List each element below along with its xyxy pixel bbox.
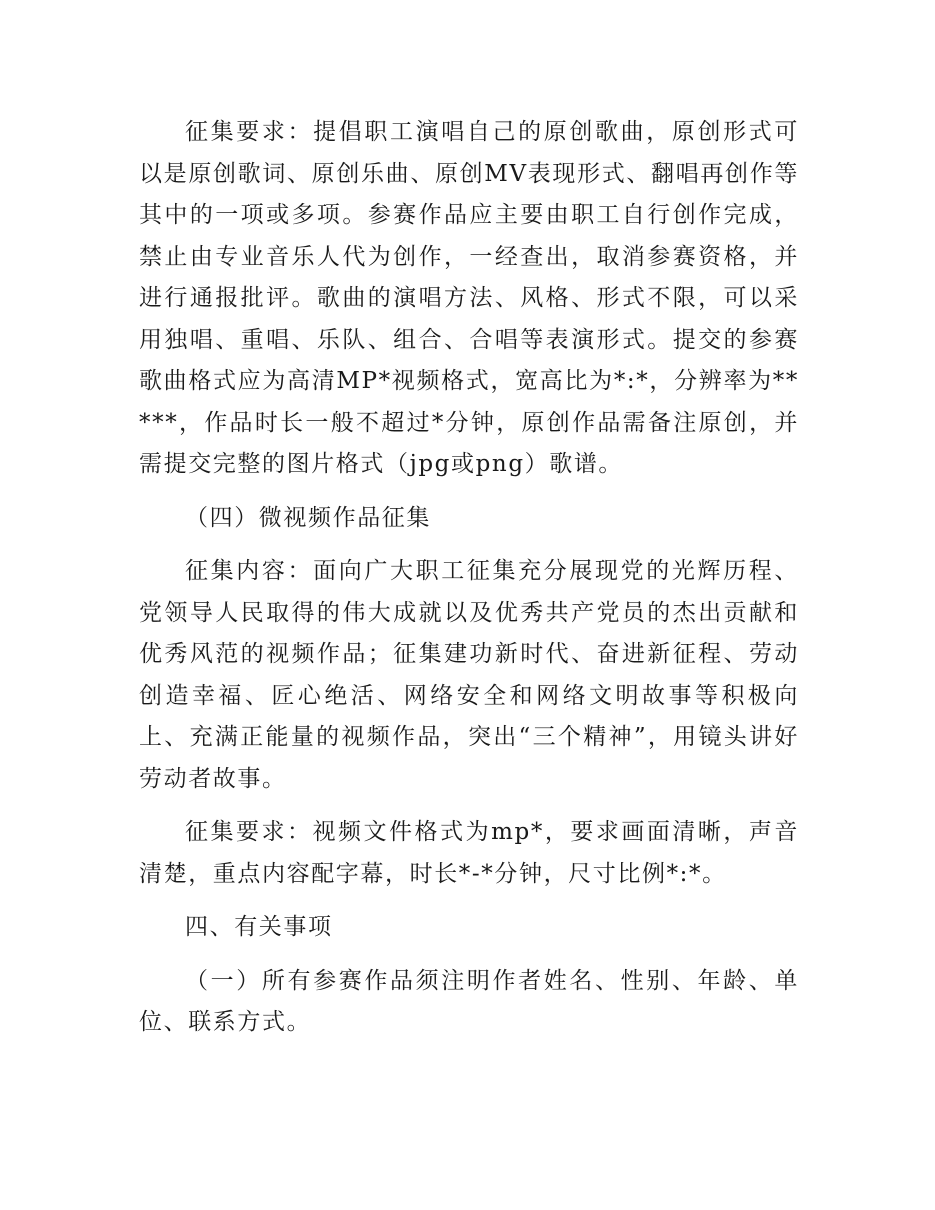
paragraph-entry-info: （一）所有参赛作品须注明作者姓名、性别、年龄、单位、联系方式。 — [139, 967, 799, 1035]
paragraph-video-requirements: 征集要求：视频文件格式为mp*，要求画面清晰，声音清楚，重点内容配字幕，时长*-*分钟，尺寸比例*:*。 — [139, 819, 799, 887]
paragraph-song-requirements: 征集要求：提倡职工演唱自己的原创歌曲，原创形式可以是原创歌词、原创乐曲、原创MV表现形式、翻唱再创作等其中的一项或多项。参赛作品应主要由职工自行创作完成，禁止由专业音乐人代为创作，一经查出，取消参赛资格，并进行通报批评。歌曲的演唱方法、风格、形式不限，可以采用独唱、重唱、乐队、组合、合唱等表演形式。提交的参赛歌曲格式应为高清MP*视频格式，宽高比为*:*，分辨率为*****，作品时长一般不超过*分钟，原创作品需备注原创，并需提交完整的图片格式（jpg或png）歌谱。 — [139, 119, 799, 477]
section-heading-micro-video: （四）微视频作品征集 — [185, 504, 431, 531]
paragraph-video-content: 征集内容：面向广大职工征集充分展现党的光辉历程、党领导人民取得的伟大成就以及优秀共产党员的杰出贡献和优秀风范的视频作品；征集建功新时代、奋进新征程、劳动创造幸福、匠心绝活、网络安全和网络文明故事等积极向上、充满正能量的视频作品，突出“三个精神”，用镜头讲好劳动者故事。 — [139, 558, 799, 792]
document-body — [139, 112, 799, 1044]
section-heading-related-matters: 四、有关事项 — [185, 914, 333, 940]
